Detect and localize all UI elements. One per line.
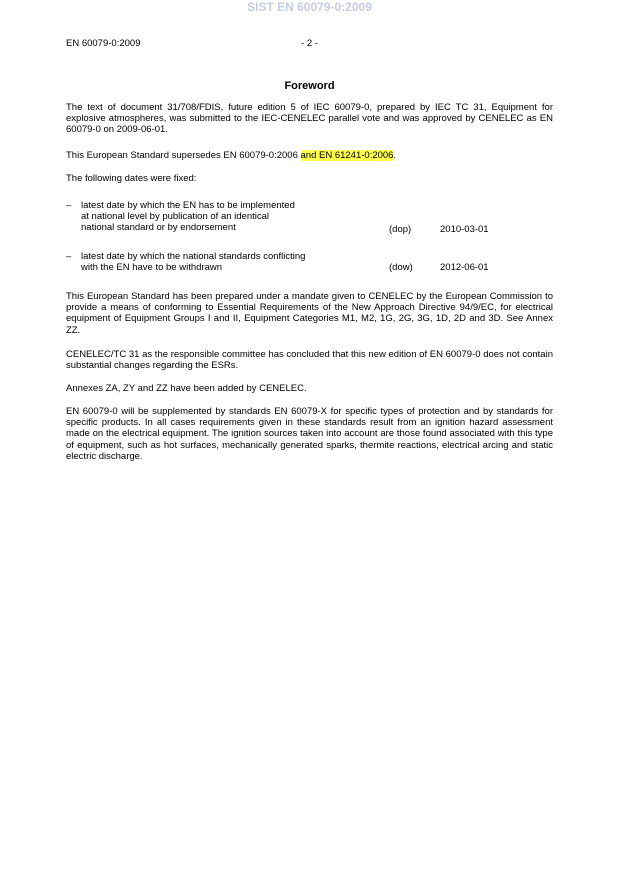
supersedes-period: .	[393, 150, 397, 161]
list-dash: –	[66, 251, 72, 262]
supersedes-text: This European Standard supersedes EN 60079-0:2006	[66, 150, 301, 161]
date-item-description	[81, 200, 381, 234]
paragraph-supplemented: EN 60079-0 will be supplemented by standards EN 60079-X for specific types of protection and by standards for specific products. In all cases requirements given in these standards result from an ignition hazard assessment made on the electrical equipment. The ignition sources taken into account are those found associated with this type of equipment, such as hot surfaces, mechanically generated sparks, thermite reactions, electrical arcing and static electric discharge.	[66, 406, 553, 462]
paragraph-annexes: Annexes ZA, ZY and ZZ have been added by CENELEC.	[66, 383, 307, 394]
paragraph-mandate: This European Standard has been prepared under a mandate given to CENELEC by the European Commission to provide a means of conforming to Essential Requirements of the New Approach Directive 94/9/EC, for electrical equipment of Equipment Groups I and II, Equipment Categories M1, M2, 1G, 2G, 3G, 1D, 2D and 3D. See Annex ZZ.	[66, 291, 553, 336]
date-item-line: at national level by publication of an identical	[81, 211, 270, 223]
date-item-line: latest date by which the EN has to be implemented	[81, 200, 295, 211]
date-abbreviation: (dop)	[389, 224, 412, 236]
date-item-line: national standard or by endorsement	[81, 222, 236, 234]
paragraph-supersedes	[66, 150, 553, 161]
document-id: EN 60079-0:2009	[66, 38, 141, 49]
page-number: - 2 -	[301, 38, 318, 49]
date-value: 2010-03-01	[440, 224, 489, 236]
paragraph-committee: CENELEC/TC 31 as the responsible committee has concluded that this new edition of EN 60079-0 does not contain substantial changes regarding the ESRs.	[66, 349, 553, 372]
paragraph-fdis: The text of document 31/708/FDIS, future edition 5 of IEC 60079-0, prepared by IEC TC 31, Equipment for explosive atmospheres, was submitted to the IEC-CENELEC parallel vote and was approved by CENELEC as EN 60079-0 on 2009-06-01.	[66, 102, 553, 136]
date-item-description	[81, 251, 381, 273]
paragraph-dates-intro: The following dates were fixed:	[66, 173, 197, 184]
date-item-line: with the EN have to be withdrawn	[81, 262, 222, 274]
date-value: 2012-06-01	[440, 262, 489, 274]
date-abbreviation: (dow)	[389, 262, 413, 274]
highlighted-text: and EN 61241-0:2006	[300, 150, 394, 161]
list-dash: –	[66, 200, 72, 211]
section-title: Foreword	[284, 80, 335, 92]
date-item-line: latest date by which the national standards conflicting	[81, 251, 306, 262]
watermark: SIST EN 60079-0:2009	[247, 0, 372, 14]
